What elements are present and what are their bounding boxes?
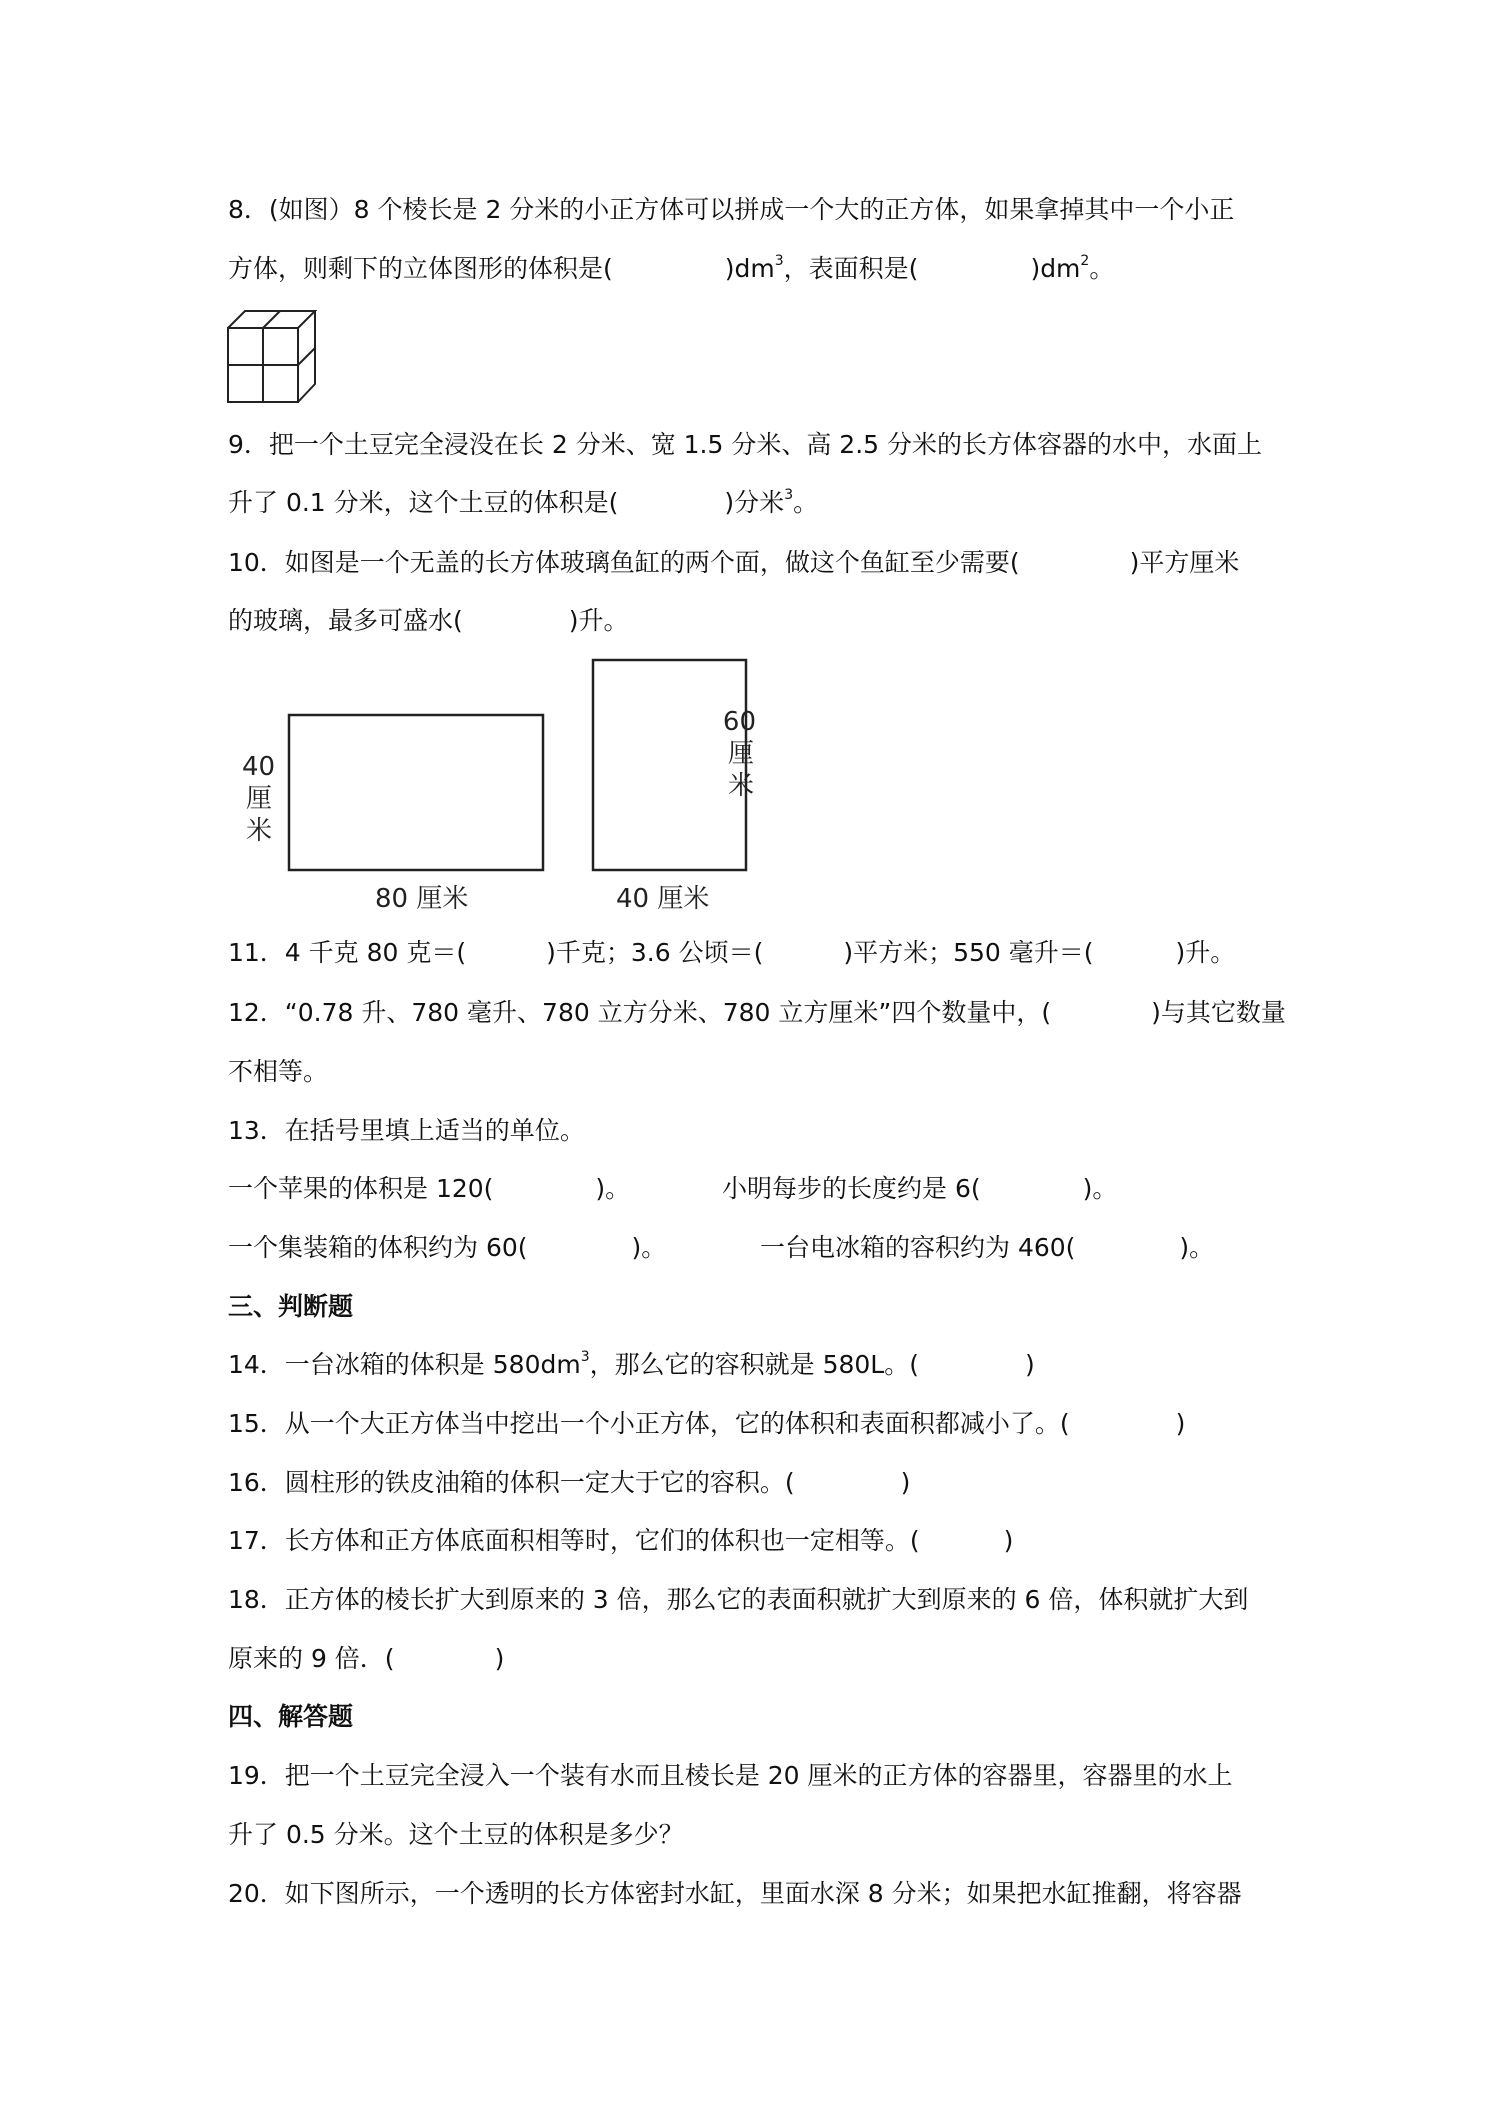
q14-line: 14．一台冰箱的体积是 $580dm^3$，那么它的容积就是 580L。( )	[228, 1349, 1035, 1379]
q13-row-2-left: 一个集装箱的体积约为 60( )。	[228, 1233, 667, 1262]
fig2-height-unit-1: 厘	[727, 739, 754, 769]
cube-figure	[225, 308, 330, 408]
q18-line-1: 18．正方体的棱长扩大到原来的 3 倍，那么它的表面积就扩大到原来的 6 倍，体积就扩大到	[228, 1585, 1249, 1614]
q15-line: 15．从一个大正方体当中挖出一个小正方体，它的体积和表面积都减小了。( )	[228, 1409, 1186, 1438]
tank-side-face	[593, 660, 746, 870]
fig1-width-label: 80 厘米	[375, 884, 469, 914]
q19-line-1: 19．把一个土豆完全浸入一个装有水而且棱长是 20 厘米的正方体的容器里，容器里的水上	[228, 1761, 1233, 1790]
fish-tank-diagram	[240, 655, 760, 920]
q17-line: 17．长方体和正方体底面积相等时，它们的体积也一定相等。( )	[228, 1526, 1014, 1555]
q13-line-1: 13．在括号里填上适当的单位。	[228, 1116, 585, 1145]
q13-row-1-left: 一个苹果的体积是 120( )。	[228, 1174, 631, 1203]
q10-line-2: 的玻璃，最多可盛水( )升。	[228, 606, 629, 635]
section-heading-judgement: 三、判断题	[228, 1292, 354, 1321]
q10-line-1: 10．如图是一个无盖的长方体玻璃鱼缸的两个面，做这个鱼缸至少需要( )平方厘米	[228, 548, 1240, 577]
q18-line-2: 原来的 9 倍．( )	[228, 1644, 505, 1673]
q19-line-2: 升了 0.5 分米。这个土豆的体积是多少？	[228, 1820, 684, 1849]
q8-line-1: 8．(如图）8 个棱长是 2 分米的小正方体可以拼成一个大的正方体，如果拿掉其中一个小正	[228, 195, 1235, 224]
fig2-height-value: 60	[722, 707, 756, 737]
q12-line-1: 12．“0.78 升、780 毫升、780 立方分米、780 立方厘米”四个数量中，( )与其它数量	[228, 998, 1286, 1027]
q9-line-1: 9．把一个土豆完全浸没在长 2 分米、宽 1.5 分米、高 2.5 分米的长方体容器的水中，水面上	[228, 430, 1263, 459]
fig1-height-unit-2: 米	[246, 816, 273, 846]
q20-line-1: 20．如下图所示，一个透明的长方体密封水缸，里面水深 8 分米；如果把水缸推翻，将容器	[228, 1879, 1242, 1908]
q16-line: 16．圆柱形的铁皮油箱的体积一定大于它的容积。( )	[228, 1468, 911, 1497]
tank-front-face	[289, 715, 543, 870]
q9-line-2: 升了 0.1 分米，这个土豆的体积是( )分米$^3$。	[228, 487, 819, 517]
fig2-width-label: 40 厘米	[616, 884, 710, 914]
q8-line-2: 方体，则剩下的立体图形的体积是( )$dm^3$，表面积是( )$dm^2$。	[228, 253, 1115, 283]
fig1-height-value: 40	[242, 752, 276, 782]
q13-row-2-right: 一台电冰箱的容积约为 460( )。	[760, 1233, 1215, 1262]
q11-line: 11．4 千克 80 克＝( )千克；3.6 公顷＝( )平方米；550 毫升＝( )升。	[228, 938, 1236, 967]
fig2-height-unit-2: 米	[727, 771, 754, 801]
q12-line-2: 不相等。	[228, 1057, 329, 1086]
fig1-height-unit-1: 厘	[246, 784, 273, 814]
section-heading-solve: 四、解答题	[228, 1702, 354, 1731]
q13-row-1-right: 小明每步的长度约是 6( )。	[722, 1174, 1118, 1203]
